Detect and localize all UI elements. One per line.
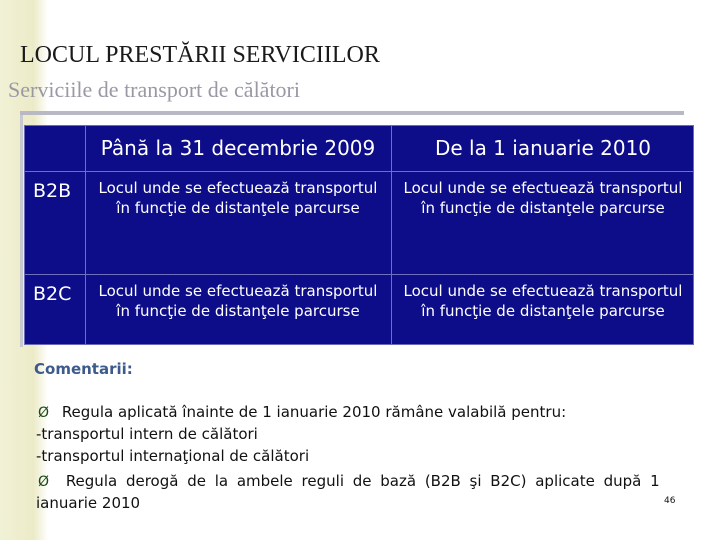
comparison-table — [24, 125, 694, 345]
table-cell — [85, 178, 391, 218]
comment-line: -transportul internaţional de călători — [36, 447, 310, 465]
cell-line: în funcţie de distanţele parcurse — [421, 199, 665, 217]
cell-line: Locul unde se efectuează transportul — [403, 179, 683, 197]
table-divider — [25, 171, 693, 172]
cell-line: Locul unde se efectuează transportul — [98, 179, 378, 197]
arrow-bullet-icon: Ø — [38, 405, 50, 421]
comment-line: ianuarie 2010 — [36, 494, 141, 512]
table-header-empty — [25, 126, 85, 171]
table-divider — [25, 274, 693, 275]
table-header-before-2010: Până la 31 decembrie 2009 — [100, 136, 376, 160]
row-label-b2c: B2C — [33, 283, 72, 305]
table-cell — [85, 281, 391, 321]
comment-bullet-2 — [38, 472, 660, 490]
slide-title: LOCUL PRESTĂRII SERVICIILOR — [20, 42, 380, 68]
table-header-from-2010: De la 1 ianuarie 2010 — [434, 136, 652, 160]
cell-line: în funcţie de distanţele parcurse — [116, 302, 360, 320]
comment-text: Regula aplicată înainte de 1 ianuarie 2010 rămâne valabilă pentru: — [61, 403, 567, 421]
page-number: 46 — [664, 496, 676, 506]
cell-line: în funcţie de distanţele parcurse — [116, 199, 360, 217]
cell-line: Locul unde se efectuează transportul — [98, 282, 378, 300]
table-shadow-left — [20, 115, 23, 347]
table-cell — [391, 178, 695, 218]
row-label-b2b: B2B — [33, 180, 72, 202]
comment-text: Regula derogă de la ambele reguli de bază (B2B şi B2C) aplicate după 1 — [65, 472, 660, 490]
comments-heading: Comentarii: — [34, 360, 133, 378]
slide-subtitle: Serviciile de transport de călători — [8, 77, 300, 102]
cell-line: Locul unde se efectuează transportul — [403, 282, 683, 300]
table-shadow-top — [20, 111, 684, 115]
cell-line: în funcţie de distanţele parcurse — [421, 302, 665, 320]
comment-bullet-1 — [38, 403, 566, 421]
comment-line: -transportul intern de călători — [36, 425, 258, 443]
arrow-bullet-icon: Ø — [38, 474, 50, 490]
table-cell — [391, 281, 695, 321]
